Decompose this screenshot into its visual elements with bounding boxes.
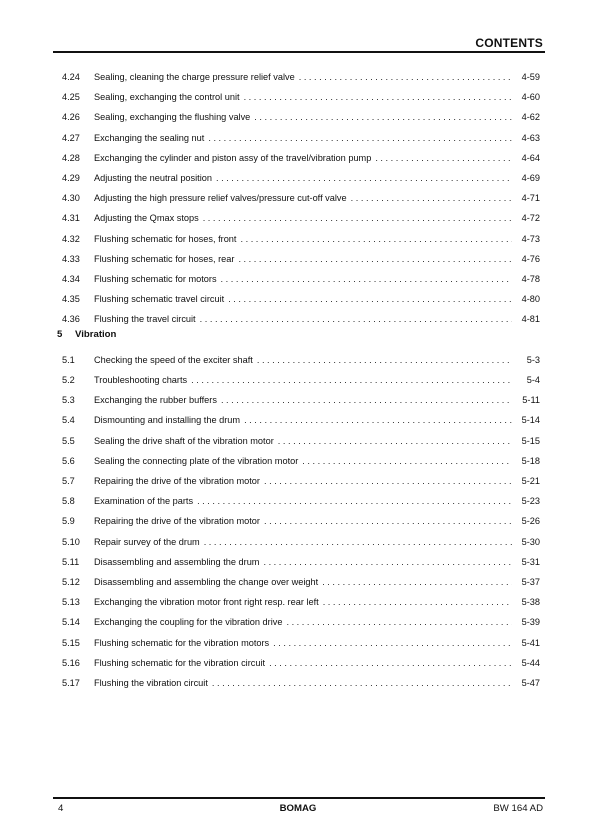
toc-entry [62, 674, 540, 688]
toc-dot-leader [254, 112, 512, 122]
toc-dot-leader [302, 456, 512, 466]
toc-entry-page: 5-18 [521, 455, 540, 466]
toc-dot-leader [244, 415, 512, 425]
toc-entry [62, 492, 540, 506]
toc-dot-leader [278, 436, 512, 446]
toc-entry-page: 5-30 [521, 536, 540, 547]
toc-entry-title: Checking the speed of the exciter shaft [94, 354, 253, 365]
toc-entry-number: 5.14 [62, 617, 80, 628]
toc-entry [62, 452, 540, 466]
toc-entry-number: 4.34 [62, 274, 80, 284]
toc-entry-number: 5.13 [62, 597, 80, 608]
toc-entry-page: 4-80 [521, 294, 540, 305]
toc-entry-title: Flushing schematic travel circuit [94, 294, 225, 305]
toc-entry-title: Sealing, cleaning the charge pressure relief valve [94, 72, 295, 82]
toc-entry-number: 4.33 [62, 253, 80, 264]
toc-dot-leader [257, 355, 512, 365]
toc-entry-page: 5-14 [521, 415, 540, 426]
toc-entry [62, 108, 540, 122]
toc-entry [62, 411, 540, 425]
toc-dot-leader [191, 375, 512, 385]
section-title: Vibration [75, 328, 117, 340]
toc-dot-leader [269, 658, 512, 668]
toc-entry-number: 4.31 [62, 213, 80, 224]
model-name: BW 164 AD [493, 803, 543, 814]
toc-entry [62, 634, 540, 648]
toc-entry-title: Adjusting the Qmax stops [94, 213, 199, 224]
toc-entry-number: 4.26 [62, 112, 80, 123]
toc-dot-leader [286, 617, 512, 627]
toc-entry-page: 4-78 [521, 274, 540, 284]
toc-dot-leader [323, 597, 512, 607]
toc-entry-page: 5-41 [521, 637, 540, 648]
toc-dot-leader [212, 678, 512, 688]
toc-dot-leader [221, 395, 512, 405]
toc-dot-leader [203, 213, 512, 223]
toc-entry [62, 351, 540, 365]
toc-entry-page: 4-59 [521, 72, 540, 82]
toc-entry-page: 4-81 [521, 314, 540, 325]
toc-dot-leader [351, 193, 512, 203]
toc-entry-title: Sealing, exchanging the control unit [94, 92, 240, 103]
toc-entry-page: 4-73 [521, 233, 540, 244]
toc-dot-leader [240, 234, 512, 244]
toc-entry-number: 5.1 [62, 354, 75, 365]
toc-entry-page: 4-69 [521, 173, 540, 183]
toc-dot-leader [244, 92, 512, 102]
toc-entry-title: Flushing schematic for the vibration motors [94, 637, 270, 648]
toc-entry-number: 5.15 [62, 637, 80, 648]
page-number: 4 [58, 803, 64, 814]
toc-entry-page: 5-11 [522, 395, 540, 406]
toc-entry [62, 310, 540, 324]
toc-entry [62, 68, 540, 82]
toc-entry-number: 4.30 [62, 193, 80, 204]
toc-entry-number: 4.25 [62, 92, 80, 103]
toc-entry-number: 5.7 [62, 476, 75, 486]
toc-entry-title: Flushing the vibration circuit [94, 678, 208, 688]
toc-entry-title: Repairing the drive of the vibration motor [94, 476, 260, 486]
toc-dot-leader [264, 516, 512, 526]
toc-entry-page: 4-63 [521, 132, 540, 143]
toc-dot-leader [228, 294, 512, 304]
toc-entry [62, 189, 540, 203]
toc-dot-leader [299, 72, 512, 82]
toc-entry-title: Dismounting and installing the drum [94, 415, 241, 426]
toc-entry-number: 5.10 [62, 536, 80, 547]
header-divider [53, 51, 545, 53]
toc-entry [62, 290, 540, 304]
toc-entry-title: Adjusting the high pressure relief valves/pressure cut-off valve [94, 193, 347, 204]
toc-entry-page: 5-15 [521, 435, 540, 446]
toc-dot-leader [263, 557, 512, 567]
toc-entry [62, 553, 540, 567]
toc-entry-title: Troubleshooting charts [94, 375, 188, 385]
toc-entry-number: 5.6 [62, 455, 75, 466]
toc-dot-leader [204, 537, 512, 547]
toc-entry-number: 5.2 [62, 375, 75, 385]
toc-entry [62, 149, 540, 163]
toc-entry-page: 5-37 [521, 577, 540, 587]
toc-entry-number: 4.27 [62, 132, 80, 143]
toc-entry-number: 5.4 [62, 415, 75, 426]
toc-entry [62, 129, 540, 143]
toc-dot-leader [375, 153, 512, 163]
toc-entry-title: Sealing the connecting plate of the vibration motor [94, 455, 299, 466]
toc-entry [62, 512, 540, 526]
toc-entry [62, 613, 540, 627]
toc-dot-leader [273, 638, 512, 648]
toc-entry-title: Exchanging the sealing nut [94, 132, 205, 143]
toc-dot-leader [264, 476, 512, 486]
section-number: 5 [57, 328, 63, 340]
toc-entry-number: 4.35 [62, 294, 80, 305]
toc-entry-number: 5.5 [62, 435, 75, 446]
toc-dot-leader [197, 496, 512, 506]
toc-entry-page: 5-3 [526, 354, 540, 365]
toc-entry-number: 5.11 [62, 556, 80, 567]
toc-entry-title: Sealing the drive shaft of the vibration motor [94, 435, 274, 446]
toc-entry-title: Disassembling and assembling the change over weight [94, 577, 319, 587]
toc-entry-title: Flushing schematic for hoses, front [94, 233, 237, 244]
toc-entry-title: Flushing schematic for the vibration circuit [94, 657, 266, 668]
toc-entry [62, 371, 540, 385]
toc-entry-page: 4-62 [521, 112, 540, 123]
toc-entry-title: Exchanging the vibration motor front right resp. rear left [94, 597, 319, 608]
toc-entry-number: 5.17 [62, 678, 80, 688]
toc-entry-number: 5.8 [62, 496, 75, 507]
toc-entry-page: 5-44 [521, 657, 540, 668]
toc-entry [62, 230, 540, 244]
toc-entry [62, 472, 540, 486]
toc-entry [62, 533, 540, 547]
toc-entry-page: 5-23 [521, 496, 540, 507]
toc-entry-title: Flushing schematic for motors [94, 274, 217, 284]
toc-entry-title: Repairing the drive of the vibration motor [94, 516, 260, 527]
footer-divider [53, 797, 545, 799]
toc-entry [62, 432, 540, 446]
toc-entry-title: Exchanging the rubber buffers [94, 395, 217, 406]
toc-entry-page: 4-72 [521, 213, 540, 224]
toc-entry [62, 169, 540, 183]
toc-entry-page: 4-71 [521, 193, 540, 204]
toc-entry [62, 593, 540, 607]
toc-entry-page: 4-64 [521, 152, 540, 163]
toc-entry-page: 5-47 [521, 678, 540, 688]
toc-dot-leader [221, 274, 512, 284]
toc-entry [62, 573, 540, 587]
section-heading [57, 329, 116, 340]
toc-entry-page: 4-60 [521, 92, 540, 103]
brand-name: BOMAG [279, 803, 317, 814]
toc-entry-number: 4.29 [62, 173, 80, 183]
toc-entry-page: 4-76 [521, 253, 540, 264]
toc-entry-number: 4.32 [62, 233, 80, 244]
toc-entry [62, 270, 540, 284]
toc-entry-number: 5.12 [62, 577, 80, 587]
toc-dot-leader [322, 577, 512, 587]
toc-entry-number: 4.36 [62, 314, 80, 325]
toc-entry-title: Flushing the travel circuit [94, 314, 196, 325]
toc-entry-title: Flushing schematic for hoses, rear [94, 253, 235, 264]
page-title: CONTENTS [475, 36, 543, 50]
toc-entry [62, 654, 540, 668]
toc-dot-leader [208, 133, 512, 143]
toc-entry-title: Sealing, exchanging the flushing valve [94, 112, 251, 123]
toc-dot-leader [238, 254, 512, 264]
toc-dot-leader [216, 173, 512, 183]
toc-entry [62, 88, 540, 102]
toc-entry [62, 209, 540, 223]
toc-entry-page: 5-38 [521, 597, 540, 608]
toc-entry-title: Exchanging the cylinder and piston assy of the travel/vibration pump [94, 152, 372, 163]
toc-entry-page: 5-21 [521, 476, 540, 486]
toc-entry-page: 5-4 [526, 375, 540, 385]
toc-entry-number: 5.9 [62, 516, 75, 527]
toc-entry-number: 5.3 [62, 395, 75, 406]
toc-entry-number: 4.24 [62, 72, 80, 82]
toc-entry-page: 5-39 [521, 617, 540, 628]
toc-dot-leader [200, 314, 512, 324]
toc-entry-title: Disassembling and assembling the drum [94, 556, 260, 567]
toc-entry-title: Exchanging the coupling for the vibration drive [94, 617, 283, 628]
toc-entry [62, 250, 540, 264]
toc-entry-page: 5-26 [521, 516, 540, 527]
toc-entry-title: Adjusting the neutral position [94, 173, 212, 183]
toc-entry-title: Repair survey of the drum [94, 536, 200, 547]
toc-entry-page: 5-31 [521, 556, 540, 567]
toc-entry-number: 5.16 [62, 657, 80, 668]
toc-entry-number: 4.28 [62, 152, 80, 163]
toc-entry-title: Examination of the parts [94, 496, 194, 507]
toc-entry [62, 391, 540, 405]
